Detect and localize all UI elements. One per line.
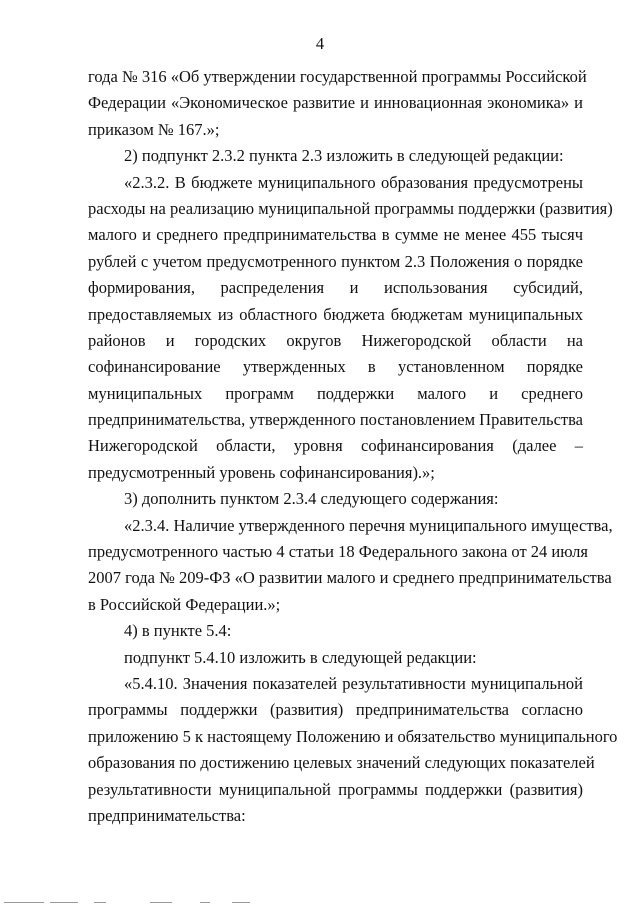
text-line: Федерации «Экономическое развитие и инновационная экономика» и	[88, 93, 583, 113]
text-line: 3) дополнить пунктом 2.3.4 следующего содержания:	[124, 489, 499, 509]
page-number: 4	[315, 34, 325, 53]
text-line: малого и среднего предпринимательства в сумме не менее 455 тысяч	[88, 225, 583, 245]
text-line: предпринимательства:	[88, 805, 246, 825]
text-line: районов и городских округов Нижегородской области на	[88, 330, 583, 350]
text-line: в Российской Федерации.»;	[88, 594, 281, 614]
text-line: программы поддержки (развития) предпринимательства согласно	[88, 700, 583, 720]
text-line: «2.3.4. Наличие утвержденного перечня муниципального имущества,	[124, 515, 613, 535]
text-line: рублей с учетом предусмотренного пунктом 2.3 Положения о порядке	[88, 251, 583, 271]
text-line: софинансирование утвержденных в установленном порядке	[88, 357, 583, 377]
text-line: «2.3.2. В бюджете муниципального образования предусмотрены	[124, 172, 583, 192]
text-line: предпринимательства, утвержденного постановлением Правительства	[88, 410, 583, 430]
text-line: формирования, распределения и использования субсидий,	[88, 278, 583, 298]
text-line: приказом № 167.»;	[88, 119, 220, 139]
text-line: расходы на реализацию муниципальной программы поддержки (развития)	[88, 198, 613, 218]
text-line: Нижегородской области, уровня софинансирования (далее –	[88, 436, 583, 456]
text-line: результативности муниципальной программы поддержки (развития)	[88, 779, 583, 799]
text-line: «5.4.10. Значения показателей результативности муниципальной	[124, 673, 583, 693]
text-line: 2007 года № 209-ФЗ «О развитии малого и среднего предпринимательства	[88, 568, 612, 588]
text-line: приложению 5 к настоящему Положению и обязательство муниципального	[88, 726, 618, 746]
document-body	[88, 64, 618, 829]
text-line: образования по достижению целевых значений следующих показателей	[88, 753, 595, 773]
text-line: муниципальных программ поддержки малого и среднего	[88, 383, 583, 403]
text-line: предусмотренный уровень софинансирования).»;	[88, 462, 435, 482]
text-line: 2) подпункт 2.3.2 пункта 2.3 изложить в следующей редакции:	[124, 146, 564, 166]
text-line: предусмотренного частью 4 статьи 18 Федерального закона от 24 июля	[88, 542, 588, 562]
text-line: 4) в пункте 5.4:	[124, 621, 232, 641]
scan-edge-artifact	[0, 897, 640, 905]
text-line: предоставляемых из областного бюджета бюджетам муниципальных	[88, 304, 583, 324]
text-line: года № 316 «Об утверждении государственной программы Российской	[88, 67, 587, 86]
text-line: подпункт 5.4.10 изложить в следующей редакции:	[124, 647, 477, 667]
